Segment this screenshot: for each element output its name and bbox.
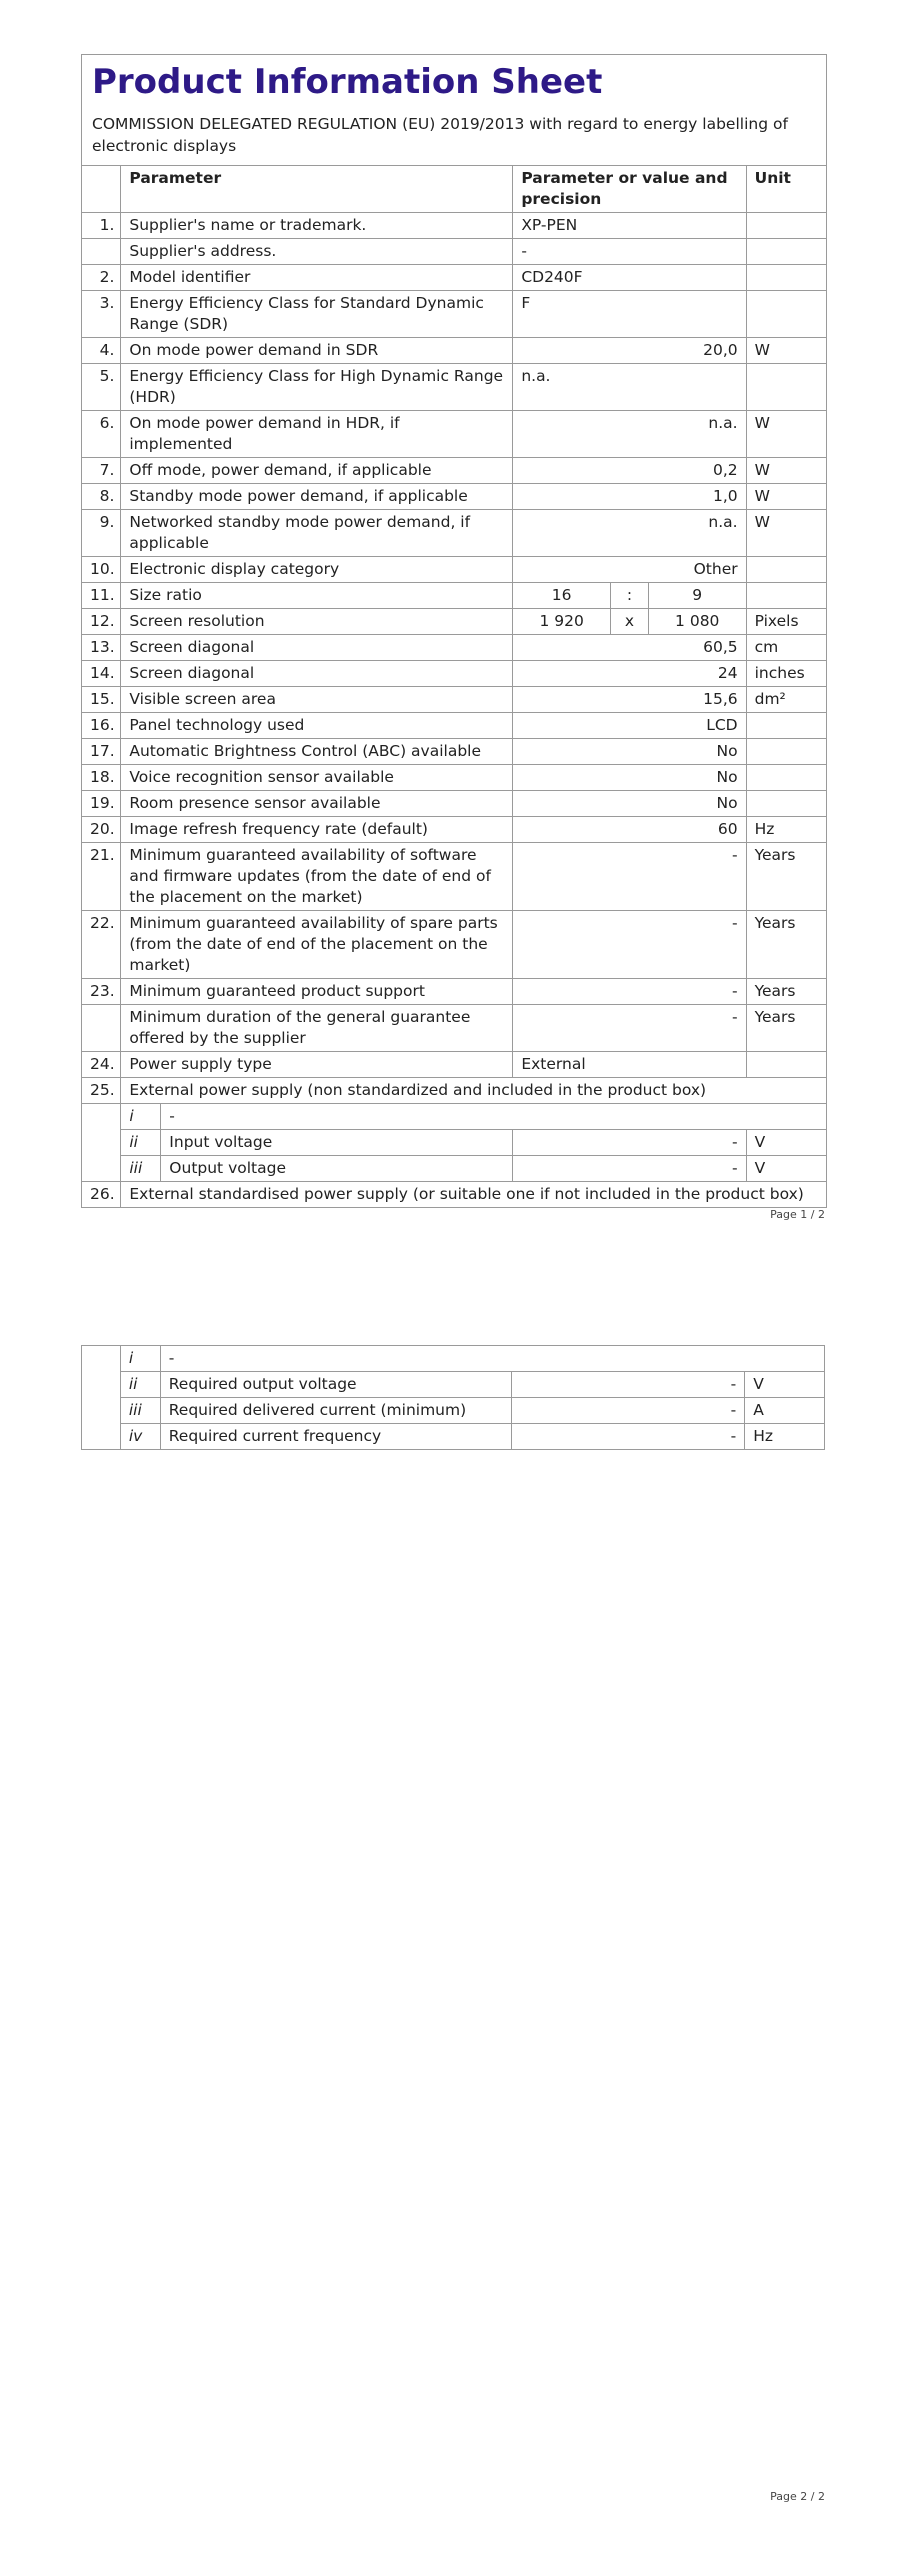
table-row [82, 739, 826, 765]
row-number: 8. [82, 484, 121, 510]
table-row [82, 687, 826, 713]
table-subrow [82, 1372, 825, 1398]
size-ratio-width: 16 [513, 583, 611, 609]
row-value: No [513, 739, 746, 765]
table-row [82, 765, 826, 791]
resolution-separator: x [611, 609, 649, 635]
row-value: n.a. [513, 510, 746, 557]
row-unit: W [746, 411, 826, 458]
table-row [82, 338, 826, 364]
table-row [82, 510, 826, 557]
row-unit: inches [746, 661, 826, 687]
row-value: 20,0 [513, 338, 746, 364]
row-number: 20. [82, 817, 121, 843]
row-number: 23. [82, 979, 121, 1005]
table-row [82, 817, 826, 843]
row-label: Power supply type [121, 1052, 513, 1078]
row-value: No [513, 765, 746, 791]
subrow-label: Required current frequency [160, 1424, 512, 1450]
table-row [82, 458, 826, 484]
table-row [82, 979, 826, 1005]
size-ratio-height: 9 [648, 583, 746, 609]
row-label: Minimum duration of the general guarantee offered by the supplier [121, 1005, 513, 1052]
row-unit: W [746, 458, 826, 484]
row-unit: Pixels [746, 609, 826, 635]
table-row [82, 411, 826, 458]
row-label: Supplier's name or trademark. [121, 213, 513, 239]
row-number: 21. [82, 843, 121, 911]
row-label: Automatic Brightness Control (ABC) available [121, 739, 513, 765]
regulation-subtitle: COMMISSION DELEGATED REGULATION (EU) 2019/2013 with regard to energy labelling of electronic displays [92, 115, 788, 155]
row-label: Image refresh frequency rate (default) [121, 817, 513, 843]
row-unit: cm [746, 635, 826, 661]
subrow-label: - [160, 1346, 824, 1372]
row-value: - [513, 239, 746, 265]
table-row [82, 609, 826, 635]
subrow-numeral: iii [121, 1156, 161, 1182]
table-subrow [82, 1424, 825, 1450]
page-number: Page 1 / 2 [770, 1208, 825, 1221]
row-number [82, 1005, 121, 1052]
table-row [82, 1078, 826, 1104]
subrow-numeral: ii [121, 1130, 161, 1156]
subrow-value: - [512, 1424, 745, 1450]
table-subrow [82, 1398, 825, 1424]
table-row [82, 635, 826, 661]
row-number: 13. [82, 635, 121, 661]
subrow-unit: Hz [745, 1424, 825, 1450]
subrow-value: - [513, 1156, 746, 1182]
row-value: LCD [513, 713, 746, 739]
subrow-label: Required delivered current (minimum) [160, 1398, 512, 1424]
table-row [82, 364, 826, 411]
row-label: Voice recognition sensor available [121, 765, 513, 791]
row-label: Model identifier [121, 265, 513, 291]
table-row [82, 1005, 826, 1052]
row-value: - [513, 979, 746, 1005]
row-unit [746, 791, 826, 817]
row-number: 3. [82, 291, 121, 338]
subrow-label: Required output voltage [160, 1372, 512, 1398]
row-value: - [513, 1005, 746, 1052]
row-label: Standby mode power demand, if applicable [121, 484, 513, 510]
row-label: Networked standby mode power demand, if applicable [121, 510, 513, 557]
row-number: 17. [82, 739, 121, 765]
row-number: 4. [82, 338, 121, 364]
row-label: On mode power demand in SDR [121, 338, 513, 364]
row-label: External standardised power supply (or suitable one if not included in the product box) [121, 1182, 826, 1208]
table-row [82, 843, 826, 911]
row-number: 14. [82, 661, 121, 687]
subrow-label: Output voltage [161, 1156, 513, 1182]
page-2 [81, 1345, 825, 1450]
row-number: 10. [82, 557, 121, 583]
row-number: 16. [82, 713, 121, 739]
page-number: Page 2 / 2 [770, 2490, 825, 2503]
row-unit [746, 557, 826, 583]
row-label: External power supply (non standardized and included in the product box) [121, 1078, 826, 1104]
table-row [82, 1182, 826, 1208]
row-value: 60 [513, 817, 746, 843]
row-value: XP-PEN [513, 213, 746, 239]
row-number: 26. [82, 1182, 121, 1208]
row-value: 60,5 [513, 635, 746, 661]
row-value: 0,2 [513, 458, 746, 484]
row-number: 25. [82, 1078, 121, 1104]
row-label: Energy Efficiency Class for High Dynamic Range (HDR) [121, 364, 513, 411]
product-info-table-continued [81, 1345, 825, 1450]
table-row [82, 791, 826, 817]
row-unit: Years [746, 1005, 826, 1052]
subrow-unit: A [745, 1398, 825, 1424]
row-value: External [513, 1052, 746, 1078]
table-row [82, 1052, 826, 1078]
column-header-parameter: Parameter [121, 166, 513, 213]
table-subrow [82, 1346, 825, 1372]
subrow-numeral: iv [120, 1424, 160, 1450]
subrow-label: - [161, 1104, 826, 1130]
table-subrow [82, 1156, 826, 1182]
row-unit [746, 364, 826, 411]
row-unit: W [746, 510, 826, 557]
table-row [82, 291, 826, 338]
row-value: n.a. [513, 411, 746, 458]
row-number: 11. [82, 583, 121, 609]
row-unit [746, 1052, 826, 1078]
row-unit: dm² [746, 687, 826, 713]
row-number: 7. [82, 458, 121, 484]
row-label: Energy Efficiency Class for Standard Dynamic Range (SDR) [121, 291, 513, 338]
row-number: 2. [82, 265, 121, 291]
page-1 [81, 54, 827, 1208]
table-row [82, 213, 826, 239]
row-value: F [513, 291, 746, 338]
row-value: 24 [513, 661, 746, 687]
row-unit [746, 583, 826, 609]
page-title: Product Information Sheet [92, 62, 603, 102]
row-unit [746, 291, 826, 338]
row-value: n.a. [513, 364, 746, 411]
row-value: - [513, 843, 746, 911]
row-unit [746, 739, 826, 765]
table-row [82, 661, 826, 687]
table-subrow [82, 1104, 826, 1130]
table-row [82, 713, 826, 739]
row-label: Panel technology used [121, 713, 513, 739]
row-value: No [513, 791, 746, 817]
row-unit: W [746, 338, 826, 364]
table-header-row [82, 166, 826, 213]
subrow-unit: V [746, 1156, 826, 1182]
subrow-unit: V [746, 1130, 826, 1156]
row-label: Minimum guaranteed product support [121, 979, 513, 1005]
row-label: Visible screen area [121, 687, 513, 713]
table-row [82, 265, 826, 291]
row-label: Screen resolution [121, 609, 513, 635]
row-unit: W [746, 484, 826, 510]
row-unit [746, 713, 826, 739]
table-subrow [82, 1130, 826, 1156]
row-number [82, 239, 121, 265]
row-label: Minimum guaranteed availability of spare parts (from the date of end of the placement on the market) [121, 911, 513, 979]
row-value: 15,6 [513, 687, 746, 713]
row-number: 19. [82, 791, 121, 817]
row-value: - [513, 911, 746, 979]
subrow-numeral: ii [120, 1372, 160, 1398]
table-row [82, 484, 826, 510]
row-number: 22. [82, 911, 121, 979]
row-unit: Years [746, 843, 826, 911]
row-label: Minimum guaranteed availability of software and firmware updates (from the date of end of the placement on the market) [121, 843, 513, 911]
product-info-table [82, 166, 826, 1207]
row-number: 24. [82, 1052, 121, 1078]
subrow-numeral: i [121, 1104, 161, 1130]
row-unit [746, 765, 826, 791]
row-unit [746, 239, 826, 265]
subrow-value: - [512, 1372, 745, 1398]
row-number: 18. [82, 765, 121, 791]
subrow-label: Input voltage [161, 1130, 513, 1156]
subrow-numeral: i [120, 1346, 160, 1372]
row-number: 6. [82, 411, 121, 458]
column-header-unit: Unit [746, 166, 826, 213]
row-label: Electronic display category [121, 557, 513, 583]
row-value: 1,0 [513, 484, 746, 510]
row-value: Other [513, 557, 746, 583]
row-number: 15. [82, 687, 121, 713]
row-number: 9. [82, 510, 121, 557]
subrow-value: - [512, 1398, 745, 1424]
row-number: 12. [82, 609, 121, 635]
size-ratio-separator: : [611, 583, 649, 609]
row-number: 5. [82, 364, 121, 411]
resolution-height: 1 080 [648, 609, 746, 635]
table-row [82, 557, 826, 583]
table-row [82, 911, 826, 979]
row-label: Room presence sensor available [121, 791, 513, 817]
row-unit [746, 265, 826, 291]
subrow-value: - [513, 1130, 746, 1156]
row-unit: Years [746, 979, 826, 1005]
row-value: CD240F [513, 265, 746, 291]
resolution-width: 1 920 [513, 609, 611, 635]
subrow-unit: V [745, 1372, 825, 1398]
row-label: Screen diagonal [121, 661, 513, 687]
row-unit: Hz [746, 817, 826, 843]
row-unit: Years [746, 911, 826, 979]
row-label: Screen diagonal [121, 635, 513, 661]
table-row [82, 583, 826, 609]
row-label: Supplier's address. [121, 239, 513, 265]
row-label: Size ratio [121, 583, 513, 609]
row-unit [746, 213, 826, 239]
table-row [82, 239, 826, 265]
column-header-value: Parameter or value and precision [513, 166, 746, 213]
row-number: 1. [82, 213, 121, 239]
row-label: Off mode, power demand, if applicable [121, 458, 513, 484]
title-block [82, 55, 826, 166]
row-label: On mode power demand in HDR, if implemented [121, 411, 513, 458]
subrow-numeral: iii [120, 1398, 160, 1424]
